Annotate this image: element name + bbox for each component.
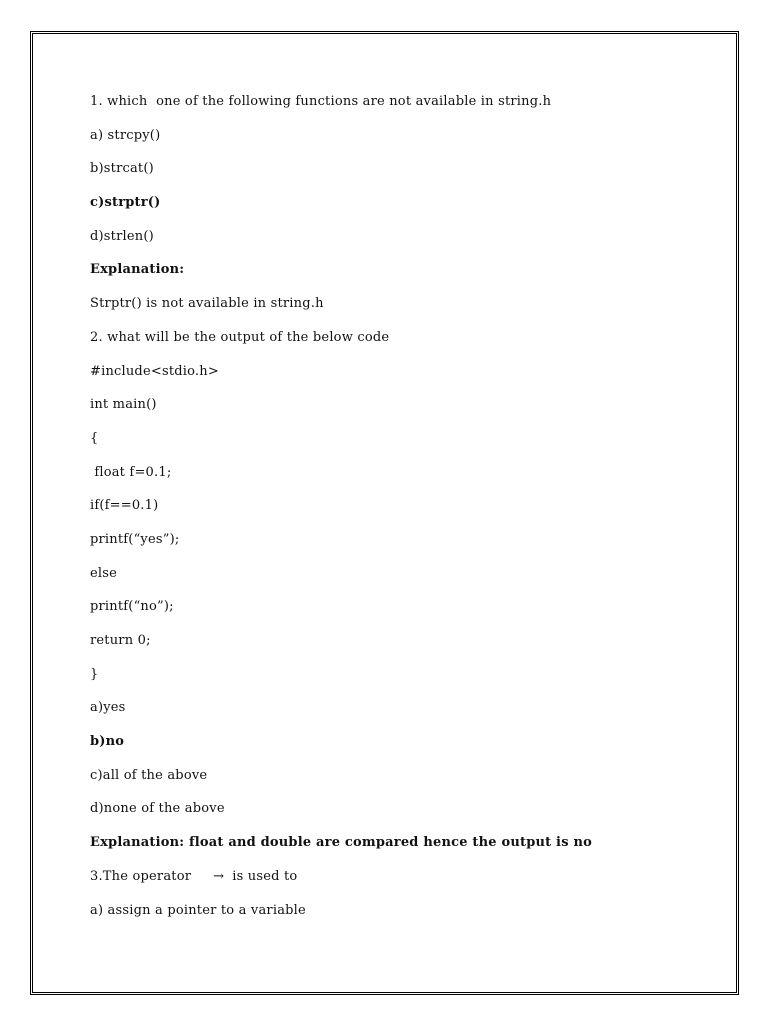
arrow-icon: → — [213, 868, 225, 884]
code-line: if(f==0.1) — [90, 498, 159, 514]
q2-option-a: a)yes — [90, 700, 126, 716]
code-line: #include<stdio.h> — [90, 363, 219, 379]
code-line: int main() — [90, 397, 157, 413]
q1-explanation-text: Strptr() is not available in string.h — [90, 296, 324, 312]
question-2: 2. what will be the output of the below code — [90, 329, 390, 345]
question-1: 1. which one of the following functions are not available in string.h — [90, 94, 552, 109]
q1-option-b: b)strcat() — [90, 161, 154, 177]
code-line: printf(“yes”); — [90, 531, 180, 547]
code-line: float f=0.1; — [90, 464, 172, 480]
q1-option-c-answer: c)strptr() — [90, 195, 161, 211]
q1-option-a: a) strcpy() — [90, 127, 161, 143]
q3-prefix: 3.The operator — [90, 868, 192, 884]
code-line: { — [90, 430, 99, 446]
q1-explanation-label: Explanation: — [90, 262, 185, 278]
document-body — [90, 91, 720, 933]
code-line: else — [90, 565, 118, 581]
q1-option-d: d)strlen() — [90, 228, 154, 244]
q2-explanation: Explanation: float and double are compared hence the output is no — [90, 835, 592, 851]
question-3 — [90, 866, 720, 900]
q2-option-b-answer: b)no — [90, 734, 125, 750]
code-line: printf(“no”); — [90, 599, 174, 615]
q2-option-d: d)none of the above — [90, 801, 225, 817]
q3-option-a: a) assign a pointer to a variable — [90, 902, 306, 918]
code-line: } — [90, 666, 99, 682]
q3-suffix: is used to — [232, 868, 298, 884]
code-line: return 0; — [90, 633, 151, 648]
q2-option-c: c)all of the above — [90, 767, 208, 783]
